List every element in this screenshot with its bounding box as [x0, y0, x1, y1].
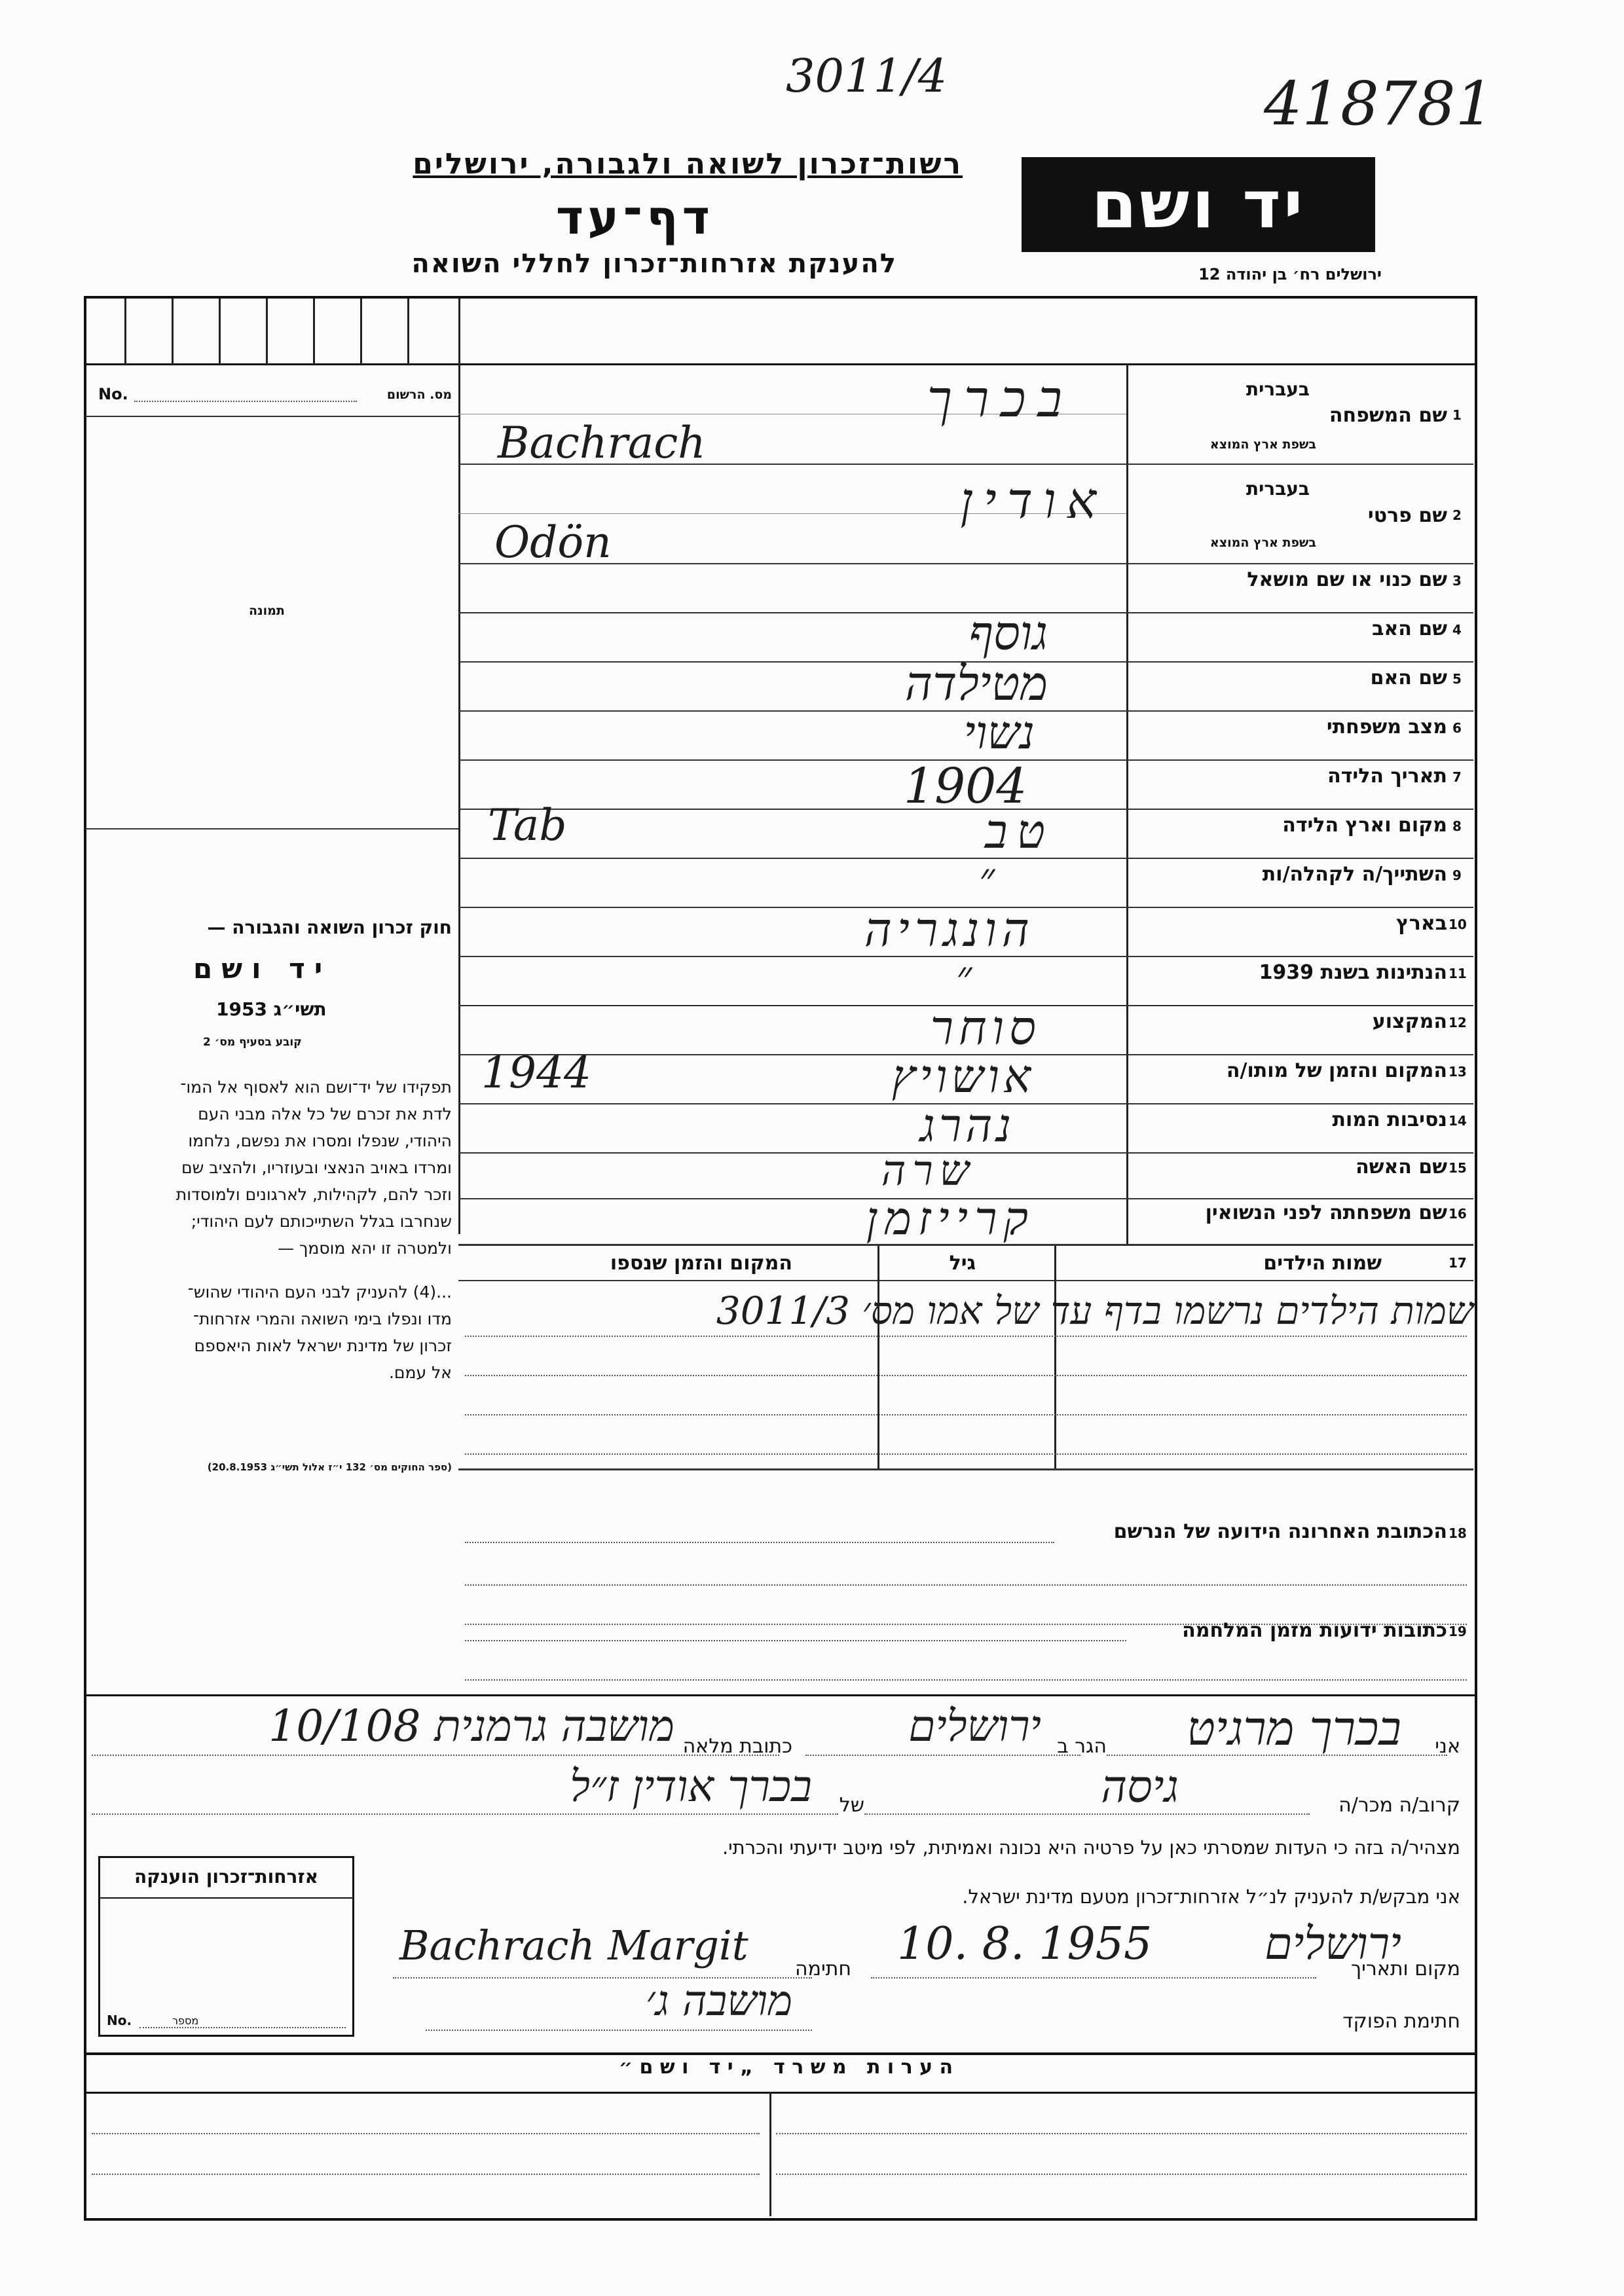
field-number: 18	[1449, 1525, 1467, 1541]
award-box-title: אזרחות־זכרון הוענקה	[134, 1866, 318, 1887]
law-year: תשי״ג 1953	[216, 998, 327, 1020]
place-value: ירושלים	[1264, 1918, 1401, 1970]
field-number: 17	[1449, 1255, 1467, 1271]
citizenship-value: ״	[956, 953, 972, 1001]
last-address-label: הכתובת האחרונה הידועה של הנרשם	[1113, 1520, 1447, 1543]
full-address-label: כתובת מלאה	[682, 1735, 792, 1758]
relation-value: גיסה	[1101, 1761, 1179, 1813]
law-text-line: אל עמם.	[388, 1363, 452, 1382]
mother-name-value: מטילדה	[904, 656, 1048, 711]
of-value: בכרך אודין ז״ל	[570, 1761, 812, 1812]
logo-text: יד ושם	[1091, 166, 1306, 243]
death-place-value: אושויץ	[891, 1049, 1035, 1103]
field-label-death-place-time: המקום והזמן של מותו/ה	[1226, 1059, 1447, 1082]
family-name-origin-value: Bachrach	[498, 418, 706, 468]
wife-maiden-name-value: קרייזמן	[866, 1192, 1035, 1245]
wife-name-value: שרה	[881, 1147, 976, 1195]
field-sublabel-origin: בשפת ארץ המוצא	[1209, 536, 1316, 550]
law-text-line: ומרדו באויב הנאצי ובעוזריו, ולהציב שם	[181, 1158, 452, 1177]
father-name-value: גוסף	[969, 606, 1048, 661]
field-label-citizenship-1939: הנתינות בשנת 1939	[1259, 961, 1447, 984]
photo-label: תמונה	[249, 604, 285, 618]
birth-place-hebrew-value: טב	[984, 804, 1054, 859]
law-text-line: ולמטרה זו יהא מוסמך —	[278, 1239, 452, 1258]
family-name-hebrew-value: בכרך	[927, 370, 1074, 429]
field-label-father-name: שם האב	[1372, 617, 1447, 640]
law-source: (ספר החוקים מס׳ 132 י״ז אלול תשי״ג 20.8.1953)	[207, 1461, 452, 1473]
field-label-profession: המקצוע	[1372, 1010, 1447, 1033]
children-place-header: המקום והזמן שנספו	[610, 1252, 792, 1275]
clerk-signature-label: חתימת הפוקד	[1342, 2010, 1460, 2033]
declarant-city-value: ירושלים	[908, 1701, 1041, 1751]
field-number: 16	[1449, 1206, 1467, 1222]
marital-status-value: נשוי	[963, 706, 1035, 759]
clerk-signature-value: מושבה ג׳	[645, 1977, 792, 2026]
death-circumstances-value: נהרג	[919, 1099, 1015, 1152]
field-number: 15	[1449, 1160, 1467, 1176]
children-age-header: גיל	[949, 1252, 976, 1275]
children-names-header: שמות הילדים	[1263, 1252, 1382, 1275]
profession-value: סוחר	[930, 1000, 1041, 1055]
declaration-ani: אני	[1435, 1735, 1460, 1758]
wartime-addresses-label: כתובות ידועות מזמן המלחמה	[1182, 1619, 1447, 1642]
field-number: 6	[1452, 720, 1462, 736]
place-date-label: מקום ותאריך	[1351, 1958, 1460, 1980]
logo	[1022, 157, 1375, 252]
field-label-wife-name: שם האשה	[1356, 1156, 1447, 1178]
law-text	[65, 1074, 452, 1386]
relative-label: קרוב/ה מכר/ה	[1338, 1794, 1460, 1817]
field-sublabel-origin: בשפת ארץ המוצא	[1209, 437, 1316, 452]
handwritten-number: 418781	[1264, 69, 1494, 139]
no-label: No.	[98, 385, 128, 403]
field-number: 8	[1452, 818, 1462, 834]
field-number: 3	[1452, 573, 1462, 589]
award-box-number-label: מספר	[172, 2014, 199, 2027]
declaration-line-2: אני מבקש/ת להעניק לנ״ל אזרחות־זכרון מטעם מדינת ישראל.	[962, 1886, 1460, 1908]
field-label-nickname: שם כנוי או שם מושאל	[1247, 568, 1447, 591]
page-subtitle: להענקת אזרחות־זכרון לחללי השואה	[411, 249, 897, 279]
field-label-birth-date: תאריך הלידה	[1327, 765, 1447, 788]
country-value: הונגריה	[864, 902, 1035, 957]
first-name-hebrew-value: אודין	[960, 471, 1107, 530]
law-text-line: וזכר להם, לקהילות, לארגונים ולמוסדות	[175, 1185, 452, 1204]
handwritten-ref: 3011/4	[786, 49, 948, 103]
death-year-value: 1944	[481, 1048, 591, 1098]
field-number: 11	[1449, 966, 1467, 981]
field-label-death-circumstances: נסיבות המות	[1332, 1108, 1447, 1131]
resides-label: הגר ב	[1057, 1735, 1107, 1758]
field-label-community: השתייך/ה לקהלה/ות	[1262, 863, 1447, 886]
law-heading: חוק זכרון השואה והגבורה —	[207, 917, 452, 938]
field-number: 10	[1449, 917, 1467, 932]
field-number: 12	[1449, 1015, 1467, 1030]
birth-date-value: 1904	[904, 758, 1027, 814]
field-number: 5	[1452, 671, 1462, 687]
field-number: 4	[1452, 622, 1462, 638]
field-number: 7	[1452, 769, 1462, 785]
declarant-address-value: מושבה גרמנית 10/108	[268, 1701, 674, 1751]
page-title: דף־עד	[555, 190, 714, 245]
award-box	[98, 1856, 354, 2037]
field-number: 13	[1449, 1064, 1467, 1080]
law-name: יד ושם	[193, 953, 332, 985]
children-note-value: שמות הילדים נרשמו בדף עד של אמו מס׳ 3011/3	[716, 1288, 1473, 1333]
community-value: ״	[979, 854, 995, 903]
first-name-origin-value: Odön	[494, 517, 612, 568]
office-notes-title: ה ע ר ו ת מ ש ר ד „ י ד ו ש ם ״	[618, 2056, 953, 2079]
field-number: 19	[1449, 1624, 1467, 1639]
signature-value: Bachrach Margit	[399, 1922, 748, 1969]
field-sublabel-hebrew: בעברית	[1246, 478, 1310, 500]
field-label-family-name: שם המשפחה	[1329, 404, 1447, 427]
law-text-line: מדו ונפלו בימי השואה והמרי אזרחות־	[193, 1309, 452, 1328]
field-number: 1	[1452, 407, 1462, 423]
date-value: 10. 8. 1955	[897, 1918, 1153, 1970]
birth-place-origin-value: Tab	[488, 800, 567, 850]
declarant-name-value: בכרך מרגיט	[1187, 1701, 1401, 1756]
registration-label: מס. הרשום	[386, 388, 452, 402]
field-label-mother-name: שם האם	[1370, 666, 1447, 689]
field-label-wife-maiden-name: שם משפחתה לפני הנשואין	[1205, 1201, 1447, 1224]
signature-label: חתימה	[794, 1958, 851, 1980]
field-label-marital-status: מצב משפחתי	[1326, 716, 1447, 738]
of-label: של	[839, 1794, 864, 1817]
field-sublabel-hebrew: בעברית	[1246, 378, 1310, 400]
award-box-no: No.	[107, 2013, 132, 2028]
law-text-line: זכרון של מדינת ישראל לאות היאספם	[194, 1336, 452, 1355]
field-label-birth-place: מקום וארץ הלידה	[1282, 814, 1447, 837]
law-text-line: לדת את זכרם של כל אלה מבני העם	[198, 1104, 452, 1123]
field-number: 2	[1452, 507, 1462, 523]
law-text-line: ...(4) להעניק לבני העם היהודי שהוש־	[187, 1283, 452, 1302]
law-text-line: היהודי, שנפלו ומסרו את נפשם, נלחמו	[188, 1131, 452, 1150]
field-number: 9	[1452, 867, 1462, 883]
address: ירושלים רח׳ בן יהודה 12	[1198, 265, 1382, 283]
authority-line: רשות־זכרון לשואה ולגבורה, ירושלים	[413, 147, 963, 181]
field-number: 14	[1449, 1113, 1467, 1129]
field-label-first-name: שם פרטי	[1367, 504, 1447, 527]
field-label-country: בארץ	[1395, 912, 1447, 935]
law-text-line: שנחרבו בגלל השתייכותם לעם היהודי;	[191, 1212, 452, 1231]
law-text-line: תפקידו של יד־ושם הוא לאסוף אל המו־	[180, 1078, 452, 1097]
declaration-line-1: מצהיר/ה בזה כי העדות שמסרתי כאן על פרטיה היא נכונה ואמיתית, לפי מיטב ידיעתי והכרתי.	[722, 1836, 1460, 1859]
law-clause: קובע בסעיף מס׳ 2	[203, 1036, 302, 1049]
